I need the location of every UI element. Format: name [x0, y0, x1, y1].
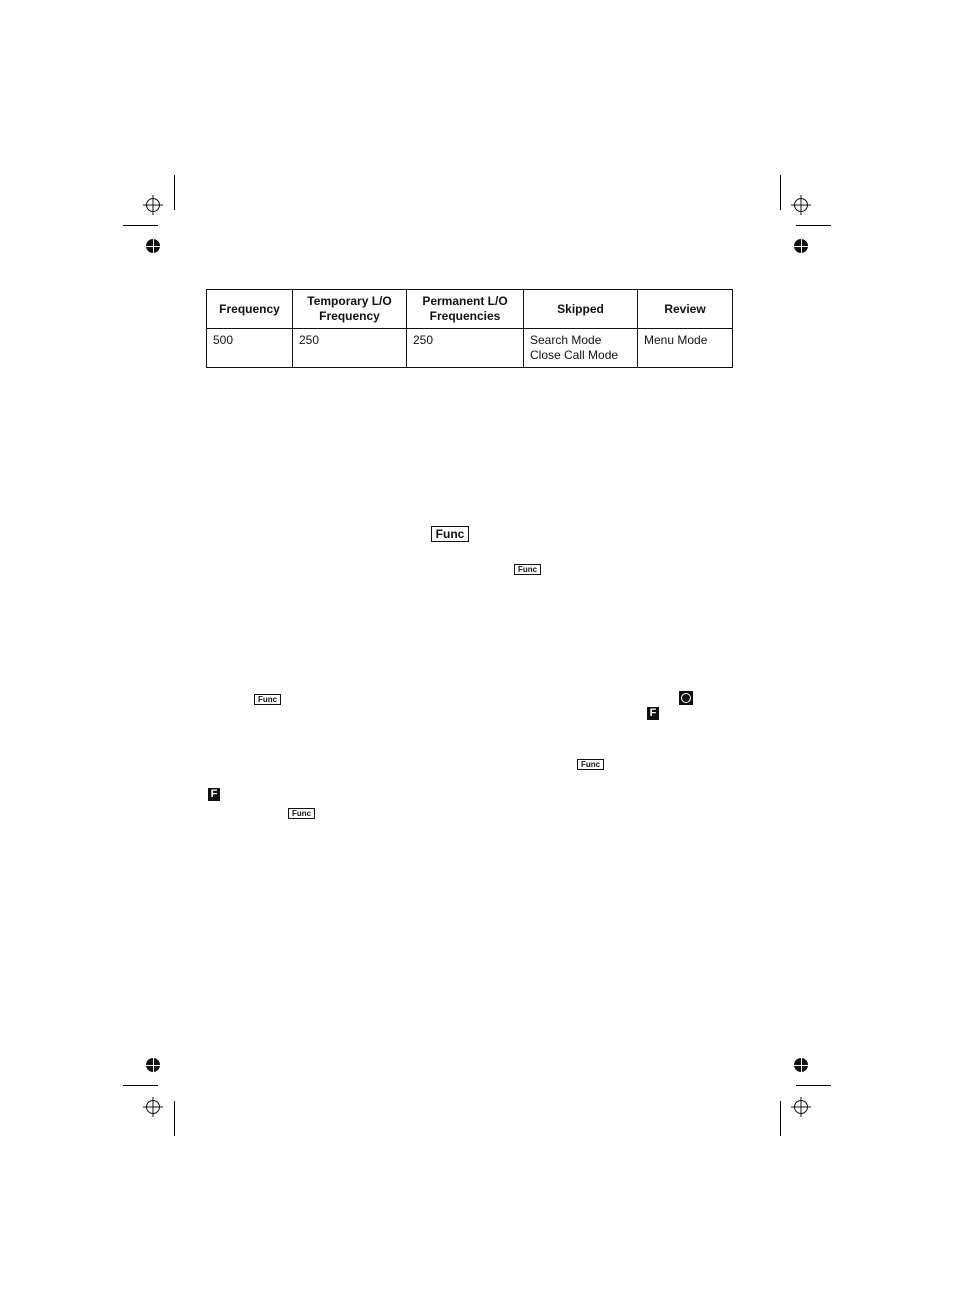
- registration-crosshair-icon: [143, 1097, 163, 1117]
- cell-permanent-lo: 250: [407, 329, 524, 368]
- crop-mark-bottom-left-horizontal: [123, 1085, 158, 1086]
- func-key-icon: Func: [288, 808, 315, 819]
- header-temporary-lo-frequency: Temporary L/O Frequency: [293, 290, 407, 329]
- func-key-icon: Func: [254, 694, 281, 705]
- registration-crosshair-icon: [143, 195, 163, 215]
- header-skipped: Skipped: [524, 290, 638, 329]
- registration-dot-icon: [146, 1058, 160, 1072]
- table-header-row: [207, 290, 733, 329]
- header-permanent-lo-frequencies: Permanent L/O Frequencies: [407, 290, 524, 329]
- circle-key-icon: [679, 691, 693, 705]
- cell-temporary-lo: 250: [293, 329, 407, 368]
- table-row: [207, 329, 733, 368]
- cell-skipped: Search Mode Close Call Mode: [524, 329, 638, 368]
- registration-crosshair-icon: [791, 195, 811, 215]
- f-key-icon: F: [208, 788, 220, 801]
- crop-mark-top-right-vertical: [780, 175, 781, 210]
- func-key-icon: Func: [577, 759, 604, 770]
- func-key-icon: Func: [514, 564, 541, 575]
- func-key-icon: Func: [431, 526, 469, 542]
- cell-review: Menu Mode: [638, 329, 733, 368]
- registration-dot-icon: [794, 239, 808, 253]
- registration-crosshair-icon: [791, 1097, 811, 1117]
- header-frequency: Frequency: [207, 290, 293, 329]
- crop-mark-bottom-right-vertical: [780, 1101, 781, 1136]
- crop-mark-top-left-horizontal: [123, 225, 158, 226]
- crop-mark-top-right-horizontal: [796, 225, 831, 226]
- f-key-icon: F: [647, 707, 659, 720]
- lockout-table: [206, 289, 733, 368]
- crop-mark-top-left-vertical: [174, 175, 175, 210]
- crop-mark-bottom-right-horizontal: [796, 1085, 831, 1086]
- registration-dot-icon: [794, 1058, 808, 1072]
- header-review: Review: [638, 290, 733, 329]
- crop-mark-bottom-left-vertical: [174, 1101, 175, 1136]
- registration-dot-icon: [146, 239, 160, 253]
- cell-frequency: 500: [207, 329, 293, 368]
